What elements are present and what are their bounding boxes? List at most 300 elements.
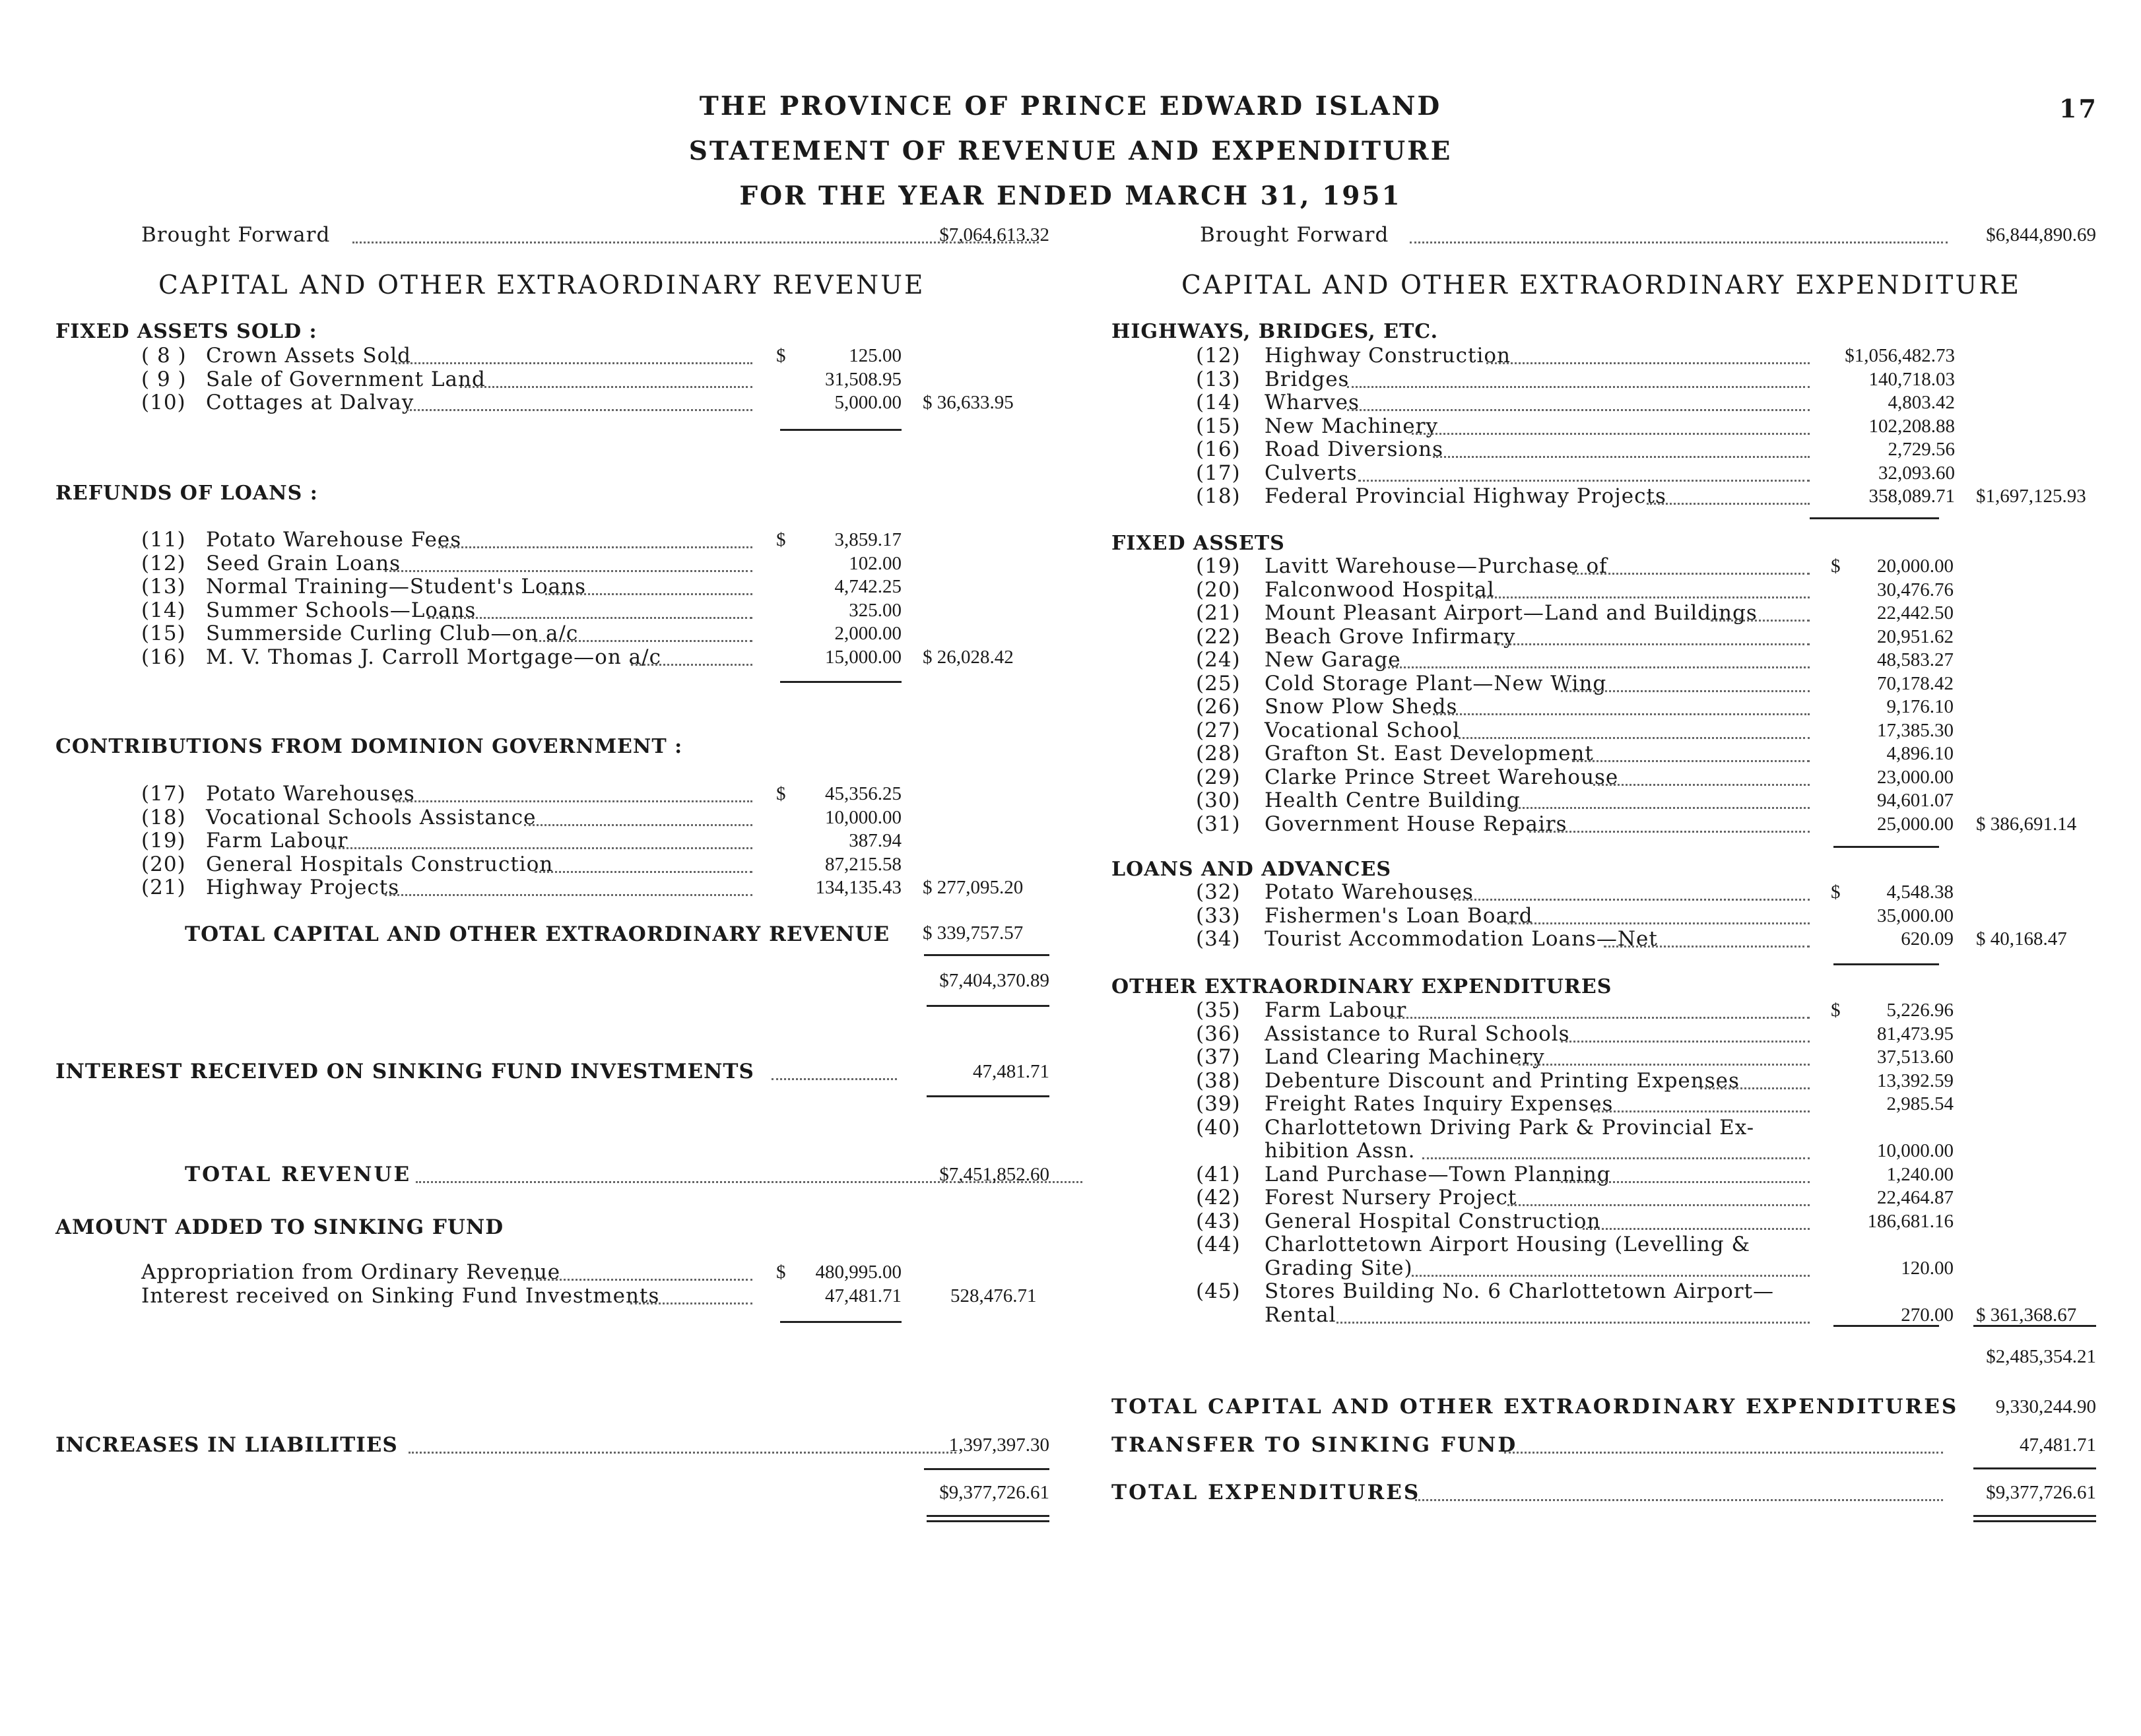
rule (780, 1321, 902, 1323)
item-amount: 102.00 (849, 552, 902, 574)
item-number: (18) (141, 805, 186, 829)
line-item (1196, 437, 1810, 460)
line-item (1196, 927, 1810, 949)
item-number: (16) (1196, 437, 1241, 461)
leader-dots (1529, 812, 1810, 833)
item-label: Health Centre Building (1265, 788, 1521, 812)
item-number: (12) (1196, 344, 1241, 368)
line-item (1196, 601, 1810, 624)
item-label: Summer Schools—Loans (206, 598, 477, 622)
leader-dots (1347, 391, 1810, 411)
item-label: Cottages at Dalvay (206, 391, 414, 414)
line-item (141, 782, 752, 804)
line-item (141, 829, 752, 851)
leader-dots (1476, 578, 1810, 598)
line-item (141, 344, 752, 366)
line-item (1196, 461, 1810, 484)
item-amount: 134,135.43 (815, 877, 902, 898)
item-label: Seed Grain Loans (206, 551, 401, 575)
leader-dots (1347, 368, 1810, 388)
item-label: Potato Warehouse Fees (206, 528, 462, 552)
line-item (1196, 1186, 1810, 1208)
expenditure-section-title: CAPITAL AND OTHER EXTRAORDINARY EXPENDITURE (1181, 271, 2022, 300)
expenditure-subtotal: $2,485,354.21 (1986, 1346, 2096, 1367)
item-amount: 15,000.00 (825, 646, 902, 668)
leader-dots (630, 1284, 752, 1304)
item-label: Mount Pleasant Airport—Land and Buildings (1265, 601, 1758, 625)
item-label: Freight Rates Inquiry Expenses (1265, 1092, 1614, 1116)
line-item (141, 552, 752, 574)
increases-liabilities-label: INCREASES IN LIABILITIES (55, 1433, 398, 1457)
contributions-heading: CONTRIBUTIONS FROM DOMINION GOVERNMENT : (55, 735, 683, 758)
increases-liabilities-row (55, 1433, 913, 1456)
item-label: Vocational School (1265, 718, 1461, 742)
rule (927, 1005, 1049, 1007)
item-label: Cold Storage Plant—New Wing (1265, 671, 1607, 695)
item-amount: 620.09 (1901, 928, 1954, 949)
total-capital-revenue-amount: $ 339,757.57 (923, 922, 1024, 944)
item-label: Land Clearing Machinery (1265, 1045, 1545, 1069)
item-amount: 3,859.17 (834, 529, 902, 550)
item-amount: 94,601.07 (1877, 790, 1954, 811)
item-label: Normal Training—Student's Loans (206, 575, 586, 598)
item-number: (17) (1196, 461, 1241, 485)
refunds-of-loans-heading: REFUNDS OF LOANS : (55, 482, 318, 505)
item-amount: 47,481.71 (825, 1285, 902, 1306)
item-amount: 70,178.42 (1877, 672, 1954, 694)
line-item (1196, 1116, 1810, 1138)
item-number: (17) (141, 782, 186, 806)
revenue-grand-total: $9,377,726.61 (939, 1482, 1049, 1503)
item-label: Farm Labour (206, 829, 348, 852)
page-subtitle: STATEMENT OF REVENUE AND EXPENDITURE (688, 136, 1453, 166)
line-item (1196, 742, 1810, 764)
item-amount: 22,464.87 (1877, 1187, 1954, 1208)
line-item (141, 806, 752, 828)
line-item (141, 368, 752, 390)
leader-dots (428, 598, 752, 619)
item-number: ( 8 ) (141, 344, 187, 368)
item-number: (27) (1196, 718, 1241, 742)
item-label: Road Diversions (1265, 437, 1443, 461)
rule (927, 1095, 1049, 1097)
item-amount: 87,215.58 (825, 853, 902, 875)
subtotal-amount: $ 40,168.47 (1976, 928, 2067, 949)
item-number: (15) (1196, 414, 1241, 438)
leader-dots (535, 622, 752, 642)
brought-forward-label: Brought Forward (1200, 223, 1389, 247)
item-number: (22) (1196, 624, 1241, 649)
item-label: Debenture Discount and Printing Expenses (1265, 1068, 1740, 1093)
leader-dots (1572, 554, 1810, 575)
revenue-section-title: CAPITAL AND OTHER EXTRAORDINARY REVENUE (158, 271, 925, 300)
item-amount: 20,951.62 (1877, 626, 1954, 647)
leader-dots (1583, 1209, 1810, 1230)
item-number: (14) (1196, 391, 1241, 414)
leader-dots (1593, 765, 1810, 786)
leader-dots (1336, 1303, 1810, 1324)
leader-dots (1507, 1186, 1810, 1206)
total-expenditures-label: TOTAL EXPENDITURES (1111, 1481, 1421, 1504)
item-number: (35) (1196, 998, 1241, 1022)
item-amount: 5,226.96 (1886, 1000, 1954, 1021)
item-label: Culverts (1265, 461, 1358, 485)
line-item (1196, 719, 1810, 741)
leader-dots (395, 344, 752, 364)
item-label: Bridges (1265, 367, 1350, 391)
item-number: (39) (1196, 1092, 1241, 1116)
subtotal-amount: $ 36,633.95 (923, 392, 1014, 413)
item-amount: 325.00 (849, 599, 902, 621)
item-label: Rental (1265, 1302, 1336, 1327)
leader-dots (772, 1060, 897, 1080)
item-label: Falconwood Hospital (1265, 577, 1495, 602)
line-item (1196, 880, 1810, 903)
item-amount: 48,583.27 (1877, 649, 1954, 670)
leader-dots (1358, 461, 1810, 482)
item-amount: 4,896.10 (1886, 743, 1954, 764)
item-amount: 22,442.50 (1877, 602, 1954, 624)
leader-dots (385, 876, 752, 896)
item-amount: 2,985.54 (1886, 1093, 1954, 1114)
item-amount: 25,000.00 (1877, 813, 1954, 835)
line-item (1196, 904, 1810, 926)
leader-dots (1379, 648, 1810, 668)
item-label: Stores Building No. 6 Charlottetown Airport— (1265, 1279, 1775, 1303)
item-number: (29) (1196, 765, 1241, 789)
subtotal-amount: $ 26,028.42 (923, 646, 1014, 668)
leader-dots (523, 1260, 752, 1281)
leader-dots (1572, 742, 1810, 762)
item-label: Wharves (1265, 391, 1360, 414)
item-number: (37) (1196, 1045, 1241, 1069)
fixed-assets-sold-heading: FIXED ASSETS SOLD : (55, 320, 317, 343)
page-title: THE PROVINCE OF PRINCE EDWARD ISLAND (699, 91, 1442, 121)
item-amount: 186,681.16 (1867, 1210, 1954, 1232)
line-item (1196, 344, 1810, 366)
total-capital-revenue-label: TOTAL CAPITAL AND OTHER EXTRAORDINARY REVENUE (185, 922, 890, 946)
fixed-assets-heading: FIXED ASSETS (1111, 532, 1285, 555)
line-item (1196, 1092, 1810, 1114)
loans-heading: LOANS AND ADVANCES (1111, 858, 1392, 881)
item-amount: 32,093.60 (1878, 462, 1955, 484)
leader-dots (460, 368, 752, 388)
leader-dots (1561, 1022, 1810, 1043)
rule (1833, 963, 1939, 965)
dollar-sign: $ (1831, 1000, 1841, 1021)
brought-forward-amount: $6,844,890.69 (1986, 224, 2096, 245)
line-item (1196, 1279, 1810, 1302)
item-label: Government House Repairs (1265, 812, 1567, 836)
line-item (1196, 1209, 1810, 1232)
rule (924, 1468, 1049, 1470)
line-item (141, 1260, 752, 1283)
item-number: (20) (1196, 577, 1241, 602)
line-item (1196, 1303, 1810, 1326)
leader-dots (1561, 1163, 1810, 1183)
leader-dots (1700, 1069, 1810, 1089)
total-revenue-label: TOTAL REVENUE (185, 1163, 412, 1186)
line-item (1196, 1256, 1810, 1279)
item-number: (19) (1196, 554, 1241, 578)
line-item (1196, 554, 1810, 577)
item-amount: 4,803.42 (1888, 392, 1955, 413)
leader-dots (1519, 1045, 1810, 1066)
sinking-fund-heading: AMOUNT ADDED TO SINKING FUND (55, 1215, 504, 1239)
item-number: (36) (1196, 1021, 1241, 1046)
line-item (1196, 1233, 1810, 1255)
leader-dots (331, 829, 752, 849)
item-amount: 480,995.00 (815, 1262, 902, 1283)
item-amount: 9,176.10 (1886, 696, 1954, 717)
rule (1833, 1325, 1939, 1327)
item-label: Charlottetown Airport Housing (Levelling & (1265, 1233, 1751, 1256)
line-item (1196, 368, 1810, 390)
line-item (1196, 648, 1810, 670)
item-number: (19) (141, 829, 186, 852)
line-item (1196, 391, 1810, 413)
item-number: (18) (1196, 484, 1241, 508)
item-label: Vocational Schools Assistance (206, 805, 537, 829)
item-amount: 5,000.00 (834, 392, 902, 413)
item-amount: 1,240.00 (1886, 1163, 1954, 1185)
item-amount: 23,000.00 (1877, 766, 1954, 788)
item-number: (26) (1196, 695, 1241, 719)
double-rule (1973, 1515, 2096, 1522)
item-amount: 358,089.71 (1868, 486, 1955, 507)
item-amount: 10,000.00 (1877, 1140, 1954, 1161)
item-number: (21) (1196, 601, 1241, 625)
item-label: Assistance to Rural Schools (1265, 1021, 1570, 1046)
item-label: Grading Site) (1265, 1256, 1413, 1280)
total-expenditures-row (1111, 1481, 1950, 1503)
leader-dots (1504, 1433, 1943, 1454)
item-number: (34) (1196, 927, 1241, 951)
item-amount: 13,392.59 (1877, 1070, 1954, 1091)
item-number: (15) (141, 622, 186, 645)
line-item (141, 852, 752, 875)
item-amount: 35,000.00 (1877, 905, 1954, 926)
item-number: (13) (141, 575, 186, 598)
leader-dots (631, 645, 752, 666)
transfer-amount: 47,481.71 (2020, 1434, 2096, 1456)
leader-dots (535, 852, 752, 873)
line-item (141, 622, 752, 644)
total-revenue-amount: $7,451,852.60 (939, 1164, 1049, 1185)
item-amount: 4,548.38 (1886, 882, 1954, 903)
item-label: Charlottetown Driving Park & Provincial Ex- (1265, 1115, 1755, 1140)
item-number: (40) (1196, 1115, 1241, 1140)
line-item (141, 1284, 752, 1306)
transfer-label: TRANSFER TO SINKING FUND (1111, 1433, 1518, 1457)
subtotal-amount: $ 277,095.20 (923, 877, 1024, 898)
leader-dots (545, 575, 752, 595)
rule (780, 681, 902, 683)
page-period: FOR THE YEAR ENDED MARCH 31, 1951 (739, 181, 1402, 211)
item-label: Clarke Prince Street Warehouse (1265, 765, 1619, 789)
item-amount: 2,000.00 (834, 623, 902, 644)
item-number: (41) (1196, 1162, 1241, 1186)
line-item (1196, 1045, 1810, 1068)
item-label: Forest Nursery Project (1265, 1186, 1517, 1209)
line-item (1196, 672, 1810, 694)
item-amount: 140,718.03 (1868, 368, 1955, 390)
item-amount: 45,356.25 (825, 783, 902, 804)
line-item (141, 528, 752, 550)
line-item (1196, 788, 1810, 811)
interest-received-row (55, 1060, 913, 1082)
leader-dots (1410, 223, 1948, 243)
item-number: (20) (141, 852, 186, 876)
item-amount: 17,385.30 (1877, 719, 1954, 741)
item-amount: 102,208.88 (1868, 415, 1955, 437)
item-amount: 30,476.76 (1877, 579, 1954, 600)
leader-dots (1604, 927, 1810, 948)
leader-dots (1507, 904, 1810, 924)
rule (1833, 846, 1939, 848)
item-label: Potato Warehouses (206, 782, 415, 806)
line-item (1196, 1139, 1810, 1161)
item-amount: 20,000.00 (1877, 556, 1954, 577)
item-number: (11) (141, 528, 186, 552)
other-heading: OTHER EXTRAORDINARY EXPENDITURES (1111, 975, 1612, 998)
dollar-sign: $ (776, 783, 786, 804)
subtotal-amount: 528,476.71 (950, 1285, 1037, 1306)
item-amount: 2,729.56 (1888, 439, 1955, 460)
rule (1973, 1325, 2096, 1327)
item-label: Land Purchase—Town Planning (1265, 1162, 1611, 1186)
leader-dots (1647, 484, 1810, 505)
item-number: (42) (1196, 1186, 1241, 1209)
line-item (141, 598, 752, 621)
total-capital-expenditures-amount: 9,330,244.90 (1995, 1396, 2096, 1417)
line-item (141, 876, 752, 898)
line-item (1196, 578, 1810, 600)
item-label: Snow Plow Sheds (1265, 695, 1458, 719)
item-number: (43) (1196, 1209, 1241, 1233)
subtotal-amount: $ 361,368.67 (1976, 1304, 2077, 1326)
transfer-row (1111, 1433, 1950, 1456)
item-label: General Hospitals Construction (206, 852, 554, 876)
item-number: ( 9 ) (141, 367, 187, 391)
line-item (1196, 414, 1810, 437)
leader-dots (1454, 719, 1810, 739)
item-amount: 125.00 (849, 345, 902, 366)
item-amount: 387.94 (849, 830, 902, 851)
line-item (1196, 1163, 1810, 1185)
item-number: (16) (141, 645, 186, 669)
brought-forward-amount: $7,064,613.32 (939, 224, 1049, 245)
leader-dots (1593, 1092, 1810, 1112)
interest-received-label: INTEREST RECEIVED ON SINKING FUND INVESTMENTS (55, 1060, 754, 1083)
item-label: Farm Labour (1265, 998, 1407, 1022)
total-revenue-row (185, 1163, 911, 1185)
leader-dots (1454, 880, 1810, 901)
item-label: Appropriation from Ordinary Revenue (141, 1260, 561, 1284)
item-amount: 10,000.00 (825, 806, 902, 828)
dollar-sign: $ (776, 345, 786, 366)
item-label: Fishermen's Loan Board (1265, 903, 1533, 928)
item-label: Federal Provincial Highway Projects (1265, 484, 1666, 508)
line-item (141, 575, 752, 597)
item-label: General Hospital Construction (1265, 1209, 1601, 1233)
total-capital-expenditures-label: TOTAL CAPITAL AND OTHER EXTRAORDINARY EXPENDITURES (1111, 1395, 1959, 1419)
line-item (1196, 812, 1810, 835)
item-label: Crown Assets Sold (206, 344, 411, 368)
line-item (141, 391, 752, 413)
leader-dots (407, 391, 752, 411)
item-number: (10) (141, 391, 186, 414)
item-amount: 37,513.60 (1877, 1046, 1954, 1068)
item-amount: 31,508.95 (825, 368, 902, 390)
item-label: Sale of Government Land (206, 367, 486, 391)
highways-heading: HIGHWAYS, BRIDGES, ETC. (1111, 320, 1439, 343)
line-item (1196, 695, 1810, 717)
item-label: Highway Construction (1265, 344, 1511, 368)
leader-dots (1422, 1139, 1810, 1159)
leader-dots (395, 782, 752, 802)
item-number: (38) (1196, 1068, 1241, 1093)
leader-dots (1486, 344, 1810, 364)
line-item (1196, 1069, 1810, 1091)
leader-dots (385, 552, 752, 572)
leader-dots (524, 806, 752, 826)
leader-dots (1412, 1256, 1810, 1277)
item-number: (30) (1196, 788, 1241, 812)
line-item (1196, 998, 1810, 1021)
leader-dots (1561, 672, 1810, 692)
leader-dots (1507, 788, 1810, 809)
page-number: 17 (2059, 94, 2098, 123)
item-number: (25) (1196, 671, 1241, 695)
item-number: (45) (1196, 1279, 1241, 1303)
double-rule (927, 1515, 1049, 1522)
item-number: (13) (1196, 367, 1241, 391)
leader-dots (1415, 1481, 1943, 1501)
item-number: (33) (1196, 903, 1241, 928)
item-label: M. V. Thomas J. Carroll Mortgage—on a/c (206, 645, 661, 669)
item-label: Highway Projects (206, 876, 400, 899)
dollar-sign: $ (1831, 556, 1841, 577)
revenue-subtotal: $7,404,370.89 (939, 970, 1049, 991)
item-amount: 120.00 (1901, 1257, 1954, 1279)
item-label: Grafton St. East Development (1265, 742, 1594, 765)
item-amount: $1,056,482.73 (1845, 345, 1955, 366)
item-label: New Machinery (1265, 414, 1438, 438)
subtotal-amount: $ 386,691.14 (1976, 813, 2077, 835)
subtotal-amount: $1,697,125.93 (1976, 486, 2086, 507)
leader-dots (1433, 437, 1810, 458)
item-number: (12) (141, 551, 186, 575)
leader-dots (1497, 625, 1810, 645)
item-label: hibition Assn. (1265, 1139, 1416, 1163)
item-amount: 4,742.25 (834, 576, 902, 597)
leader-dots (1412, 414, 1810, 435)
item-label: Potato Warehouses (1265, 880, 1474, 904)
item-label: Tourist Accommodation Loans—Net (1265, 927, 1658, 951)
item-label: Interest received on Sinking Fund Investments (141, 1283, 660, 1308)
line-item (1196, 1022, 1810, 1045)
rule (1810, 517, 1939, 519)
leader-dots (1390, 998, 1810, 1019)
increases-liabilities-amount: 1,397,397.30 (948, 1434, 1049, 1456)
item-label: New Garage (1265, 648, 1401, 672)
item-number: (14) (141, 598, 186, 622)
brought-forward-row (1200, 223, 1959, 245)
leader-dots (438, 528, 752, 548)
rule (780, 429, 902, 431)
item-number: (32) (1196, 880, 1241, 904)
